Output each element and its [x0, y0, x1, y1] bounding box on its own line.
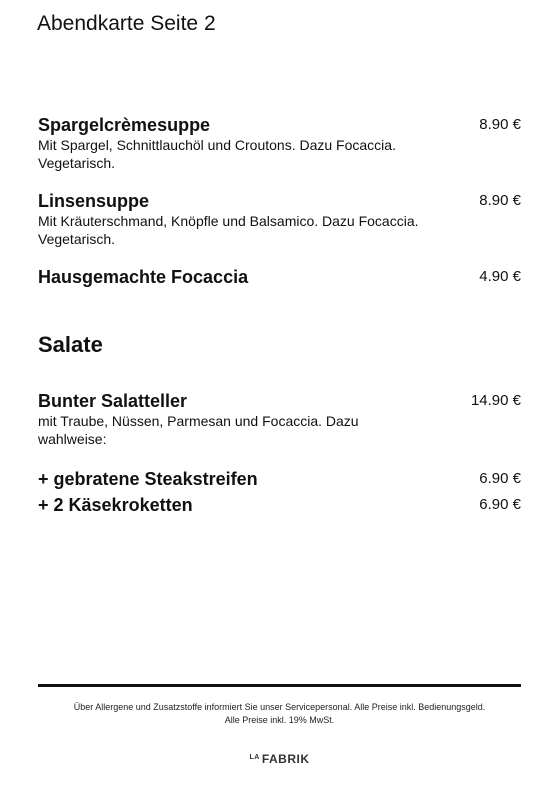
menu-item: [38, 114, 521, 172]
menu-item: [38, 190, 521, 248]
footer-line-tax: Alle Preise inkl. 19% MwSt.: [224, 715, 335, 725]
item-name: Linsensuppe: [38, 191, 150, 211]
item-price: 14.90 €: [470, 392, 521, 409]
extra-name: + gebratene Steakstreifen: [38, 469, 258, 489]
logo-prefix: LA: [249, 754, 260, 761]
menu-extra: [38, 466, 521, 492]
menu-list: [38, 114, 521, 518]
menu-extra: [38, 492, 521, 518]
logo-name: FABRIK: [261, 752, 310, 766]
item-name: Bunter Salatteller: [38, 391, 188, 411]
item-price: 8.90 €: [479, 192, 521, 209]
extra-price: 6.90 €: [479, 496, 521, 513]
footer-note: [38, 701, 521, 727]
section-heading-salate: Salate: [38, 332, 103, 357]
item-price: 8.90 €: [479, 116, 521, 133]
item-price: 4.90 €: [479, 268, 521, 285]
item-description: Mit Kräuterschmand, Knöpfle und Balsamico. Dazu Focaccia. Vegetarisch.: [38, 213, 419, 247]
footer-divider: [38, 684, 521, 687]
logo: [0, 752, 559, 766]
footer-line-allergens: Über Allergene und Zusatzstoffe informiert Sie unser Servicepersonal. Alle Preise inkl. Bedienungsgeld.: [73, 702, 486, 712]
item-description: Mit Spargel, Schnittlauchöl und Croutons. Dazu Focaccia. Vegetarisch.: [38, 137, 396, 171]
extra-price: 6.90 €: [479, 470, 521, 487]
item-name: Hausgemachte Focaccia: [38, 267, 249, 287]
item-name: Spargelcrèmesuppe: [38, 115, 211, 135]
item-description: mit Traube, Nüssen, Parmesan und Focaccia. Dazu wahlweise:: [38, 413, 359, 447]
page-title: Abendkarte Seite 2: [37, 12, 216, 35]
extra-name: + 2 Käsekroketten: [38, 495, 193, 515]
menu-item: [38, 266, 521, 288]
menu-item: [38, 390, 521, 448]
